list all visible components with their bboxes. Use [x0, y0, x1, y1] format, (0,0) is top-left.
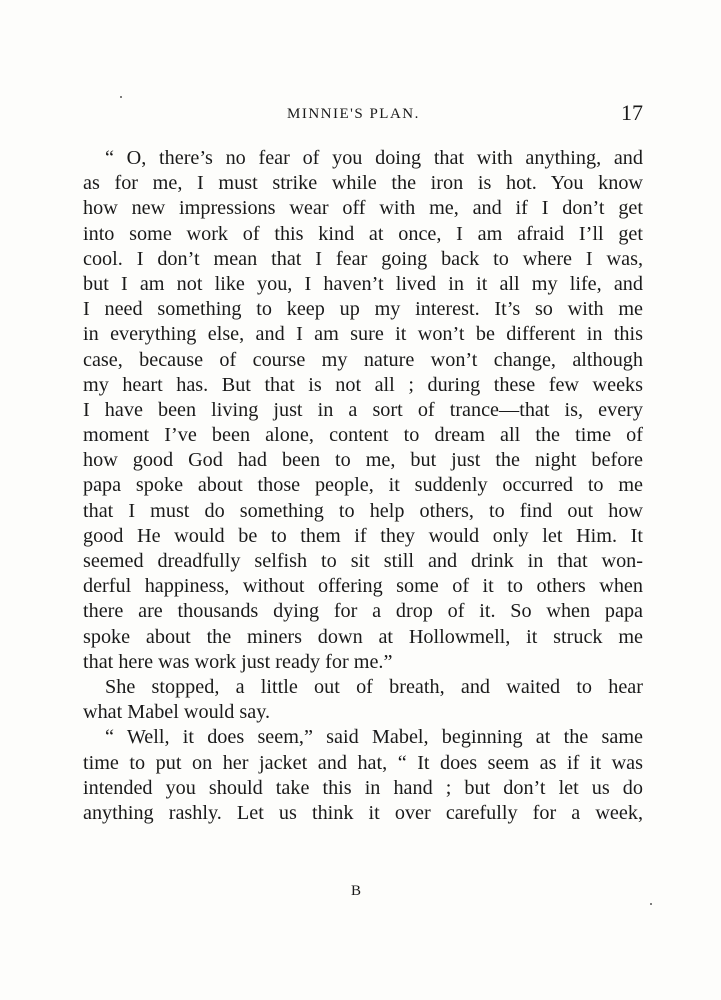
text-line: my heart has. But that is not all ; during these few weeks [83, 373, 643, 396]
text-line: in everything else, and I am sure it won’t be different in this [83, 323, 643, 346]
text-line: seemed dreadfully selfish to sit still and drink in that won- [83, 550, 643, 572]
text-line: papa spoke about those people, it suddenly occurred to me [83, 474, 643, 497]
text-line: that I must do something to help others, to find out how [83, 499, 643, 522]
page-number: 17 [621, 100, 643, 125]
text-line: derful happiness, without offering some of it to others when [83, 575, 643, 598]
text-line: that here was work just ready for me.” [83, 650, 393, 673]
paper-speck [120, 96, 122, 98]
text-line: time to put on her jacket and hat, “ It does seem as if it was [83, 751, 643, 774]
text-line: what Mabel would say. [83, 701, 271, 724]
text-line: “ Well, it does seem,” said Mabel, beginning at the same [105, 726, 643, 749]
text-line: case, because of course my nature won’t change, although [83, 348, 643, 371]
text-line: how good God had been to me, but just the night before [83, 449, 643, 472]
text-line: spoke about the miners down at Hollowmell, it struck me [83, 625, 643, 648]
text-line: intended you should take this in hand ; but don’t let us do [83, 776, 643, 799]
text-line: anything rashly. Let us think it over carefully for a week, [83, 801, 643, 824]
text-line: I have been living just in a sort of trance—that is, every [83, 398, 643, 421]
body-text [83, 146, 643, 826]
page-header [0, 100, 721, 132]
signature-mark: B [351, 883, 362, 899]
text-line: I need something to keep up my interest. It’s so with me [83, 298, 643, 321]
text-line: cool. I don’t mean that I fear going back to where I was, [83, 247, 643, 270]
text-line: “ O, there’s no fear of you doing that with anything, and [105, 147, 643, 169]
text-line: She stopped, a little out of breath, and waited to hear [105, 675, 643, 698]
text-line: but I am not like you, I haven’t lived in it all my life, and [83, 272, 643, 295]
text-line: there are thousands dying for a drop of it. So when papa [83, 600, 643, 623]
running-title: MINNIE'S PLAN. [287, 106, 420, 122]
paper-speck [650, 903, 652, 905]
text-line: as for me, I must strike while the iron is hot. You know [83, 172, 643, 195]
text-line: into some work of this kind at once, I am afraid I’ll get [83, 222, 643, 245]
text-line: how new impressions wear off with me, and if I don’t get [83, 197, 643, 220]
text-line: good He would be to them if they would only let Him. It [83, 524, 643, 547]
text-line: moment I’ve been alone, content to dream all the time of [83, 424, 643, 447]
